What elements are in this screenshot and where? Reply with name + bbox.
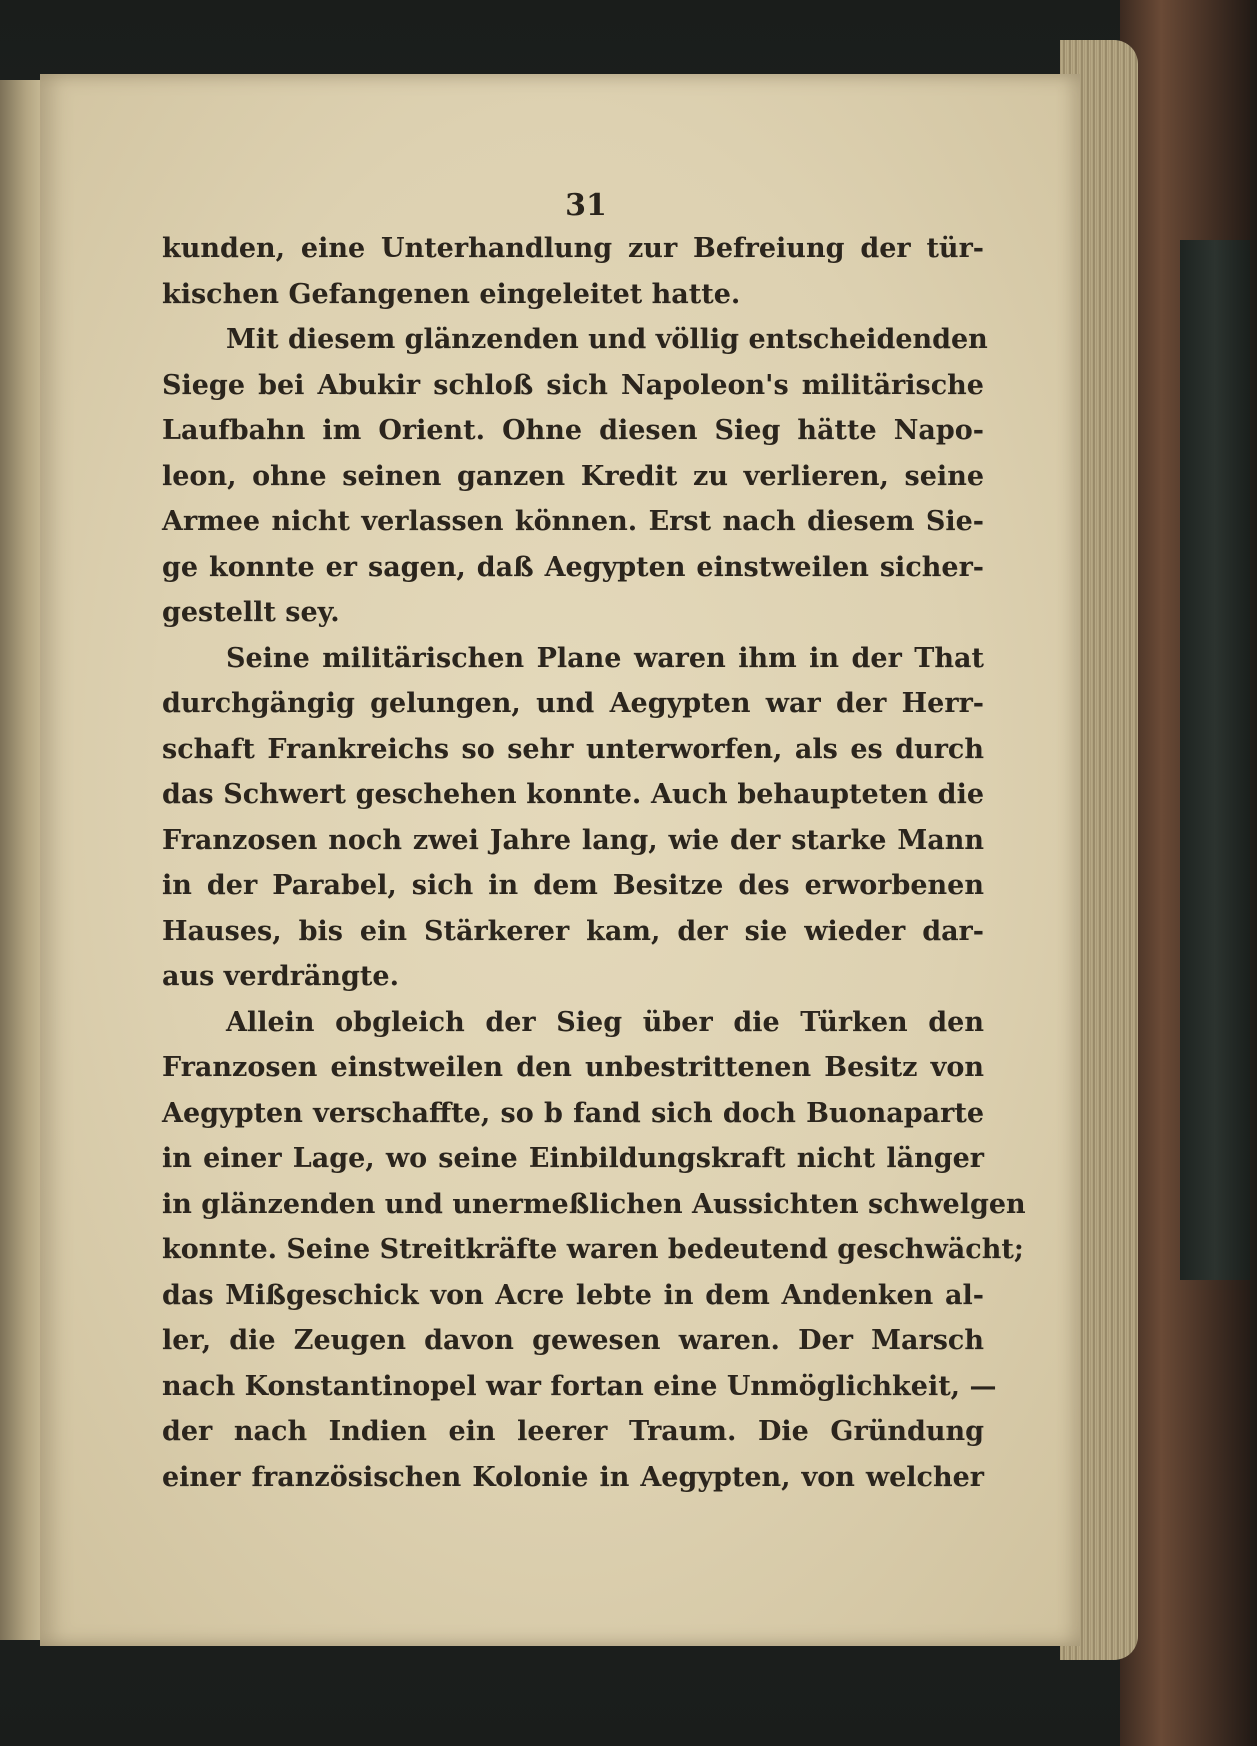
text-line: gestellt sey.	[162, 597, 340, 628]
text-line: leon, ohne seinen ganzen Kredit zu verlieren, seine	[162, 460, 984, 492]
text-line: kischen Gefangenen eingeleitet hatte.	[162, 278, 741, 310]
text-line: in einer Lage, wo seine Einbildungskraft nicht länger	[162, 1143, 984, 1174]
text-line: aus verdrängte.	[162, 961, 399, 992]
text-line: konnte. Seine Streitkräfte waren bedeutend geschwächt;	[162, 1234, 1024, 1265]
text-line: einer französischen Kolonie in Aegypten, von welcher	[162, 1461, 984, 1493]
text-line: schaft Frankreichs so sehr unterworfen, als es durch	[162, 733, 984, 765]
text-line: das Mißgeschick von Acre lebte in dem Andenken al-	[162, 1279, 984, 1311]
text-line: Hauses, bis ein Stärkerer kam, der sie wieder dar-	[162, 915, 984, 947]
text-line: in glänzenden und unermeßlichen Aussichten schwelgen	[162, 1188, 1026, 1220]
text-line: in der Parabel, sich in dem Besitze des erworbenen	[162, 870, 984, 901]
text-line: Franzosen einstweilen den unbestrittenen Besitz von	[162, 1052, 984, 1083]
page-number: 31	[565, 188, 607, 223]
text-line: Aegypten verschaffte, so b fand sich doch Buonaparte	[162, 1097, 984, 1129]
text-line: Franzosen noch zwei Jahre lang, wie der starke Mann	[162, 824, 984, 856]
text-line: ler, die Zeugen davon gewesen waren. Der Marsch	[162, 1325, 984, 1356]
text-line: Mit diesem glänzenden und völlig entscheidenden	[226, 324, 988, 355]
text-line: ge konnte er sagen, daß Aegypten einstweilen sicher-	[162, 551, 984, 583]
text-line: durchgängig gelungen, und Aegypten war der Herr-	[162, 688, 984, 719]
text-line: das Schwert geschehen konnte. Auch behaupteten die	[162, 779, 984, 810]
text-line: Siege bei Abukir schloß sich Napoleon's militärische	[162, 369, 984, 401]
text-line: Armee nicht verlassen können. Erst nach diesem Sie-	[162, 506, 984, 537]
text-line: nach Konstantinopel war fortan eine Unmöglichkeit, —	[162, 1370, 997, 1402]
text-line: Laufbahn im Orient. Ohne diesen Sieg hätte Napo-	[162, 415, 984, 446]
cover-spine	[1180, 240, 1250, 1280]
text-line: Seine militärischen Plane waren ihm in der That	[226, 642, 984, 674]
text-line: Allein obgleich der Sieg über die Türken den	[226, 1006, 984, 1038]
text-line: kunden, eine Unterhandlung zur Befreiung der tür-	[162, 233, 984, 264]
text-line: der nach Indien ein leerer Traum. Die Gründung	[162, 1416, 984, 1447]
facing-page-edge	[0, 80, 44, 1640]
body-text	[162, 226, 1026, 1500]
